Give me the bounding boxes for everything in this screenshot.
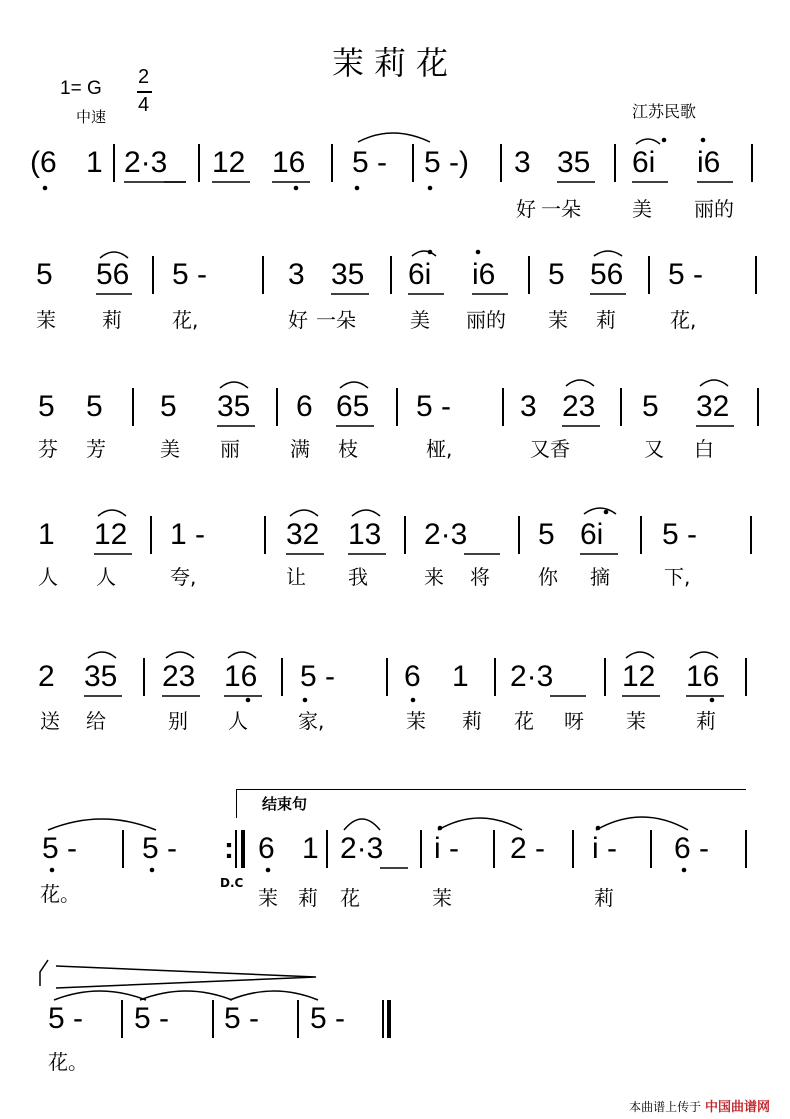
slur [100,252,128,258]
lyric: 花 [514,709,534,733]
lyric: 你 [538,565,558,589]
lyric: 茉 [626,709,646,733]
note: 1 [452,660,469,693]
lyric: 又 [644,437,664,461]
lyric: 一朵 [316,308,356,332]
score-title: 茉莉花 [331,44,458,82]
note: 2·3 [124,146,168,179]
lyric: 茉 [36,308,56,332]
lyric: 下, [664,565,691,589]
lyric: 好 [516,197,536,221]
lyric: 芳 [86,437,106,461]
note: 5 - [352,146,388,179]
note: 5 [642,390,659,423]
note: 2·3 [340,832,384,865]
note: 5 -) [424,146,469,179]
note: 5 - [662,518,698,551]
note: 32 [696,390,730,423]
lyric: 茉 [258,886,278,910]
note: 6 [296,390,313,423]
lyric: 人 [228,709,248,733]
note: 3 [288,258,305,291]
time-signature-top: 2 [138,66,150,88]
note: 1 [86,146,103,179]
lyric: 夸, [170,565,197,589]
note: i - [434,832,459,865]
slur [594,251,622,256]
lyric: 莉 [596,308,616,332]
slur [228,652,256,658]
note: 5 - [668,258,704,291]
note: 65 [336,390,370,423]
lyric: 白 [694,437,714,461]
note: 5 - [48,1002,84,1035]
note: 5 [160,390,177,423]
note: 5 - [134,1002,170,1035]
note: 16 [272,146,306,179]
lyric: 美 [410,308,430,332]
note: 12 [622,660,656,693]
lyric: 人 [96,565,116,589]
upload-credit [629,1096,770,1115]
note: 1 [38,518,55,551]
lyric: 茉 [432,886,452,910]
lyric: 芬 [38,437,58,461]
da-capo-mark: D.C [220,876,244,890]
lyric: 莉 [102,308,122,332]
note: 12 [94,518,128,551]
lyric: 好 [288,308,308,332]
lyric: 家, [298,709,325,733]
slur [88,652,116,658]
beam-underlines [84,182,734,868]
time-signature-bottom: 4 [138,94,150,116]
lyric: 我 [348,565,368,589]
slur [596,817,688,830]
slur [636,139,660,144]
lyric: 又香 [530,437,570,461]
key-signature: 1= G [60,78,102,99]
decrescendo-tail [40,960,48,986]
note: 5 [36,258,53,291]
slur [344,819,380,830]
lyric: 莉 [696,709,716,733]
lyric: 莉 [298,886,318,910]
tie [358,133,430,142]
note: 6i [632,146,656,179]
lyric: 一朵 [541,197,581,221]
note: 6i [408,258,432,291]
lyric: 美 [160,437,180,461]
lyric: 让 [286,565,306,589]
note: 16 [224,660,258,693]
decrescendo-mark [56,966,316,988]
slur [220,382,248,388]
slur [566,380,594,386]
slur [290,510,318,516]
note: (6 [30,146,57,179]
note: 5 - [300,660,336,693]
lyric: 给 [86,709,106,733]
lyric: 来 [424,565,444,589]
lyric: 丽的 [466,308,506,332]
note: 3 [520,390,537,423]
note: 56 [590,258,624,291]
note: i - [592,832,617,865]
lyric: 花 [340,886,360,910]
tie [54,991,146,1000]
lyric: 摘 [590,565,610,589]
slur [690,652,718,658]
note: 32 [286,518,320,551]
note: 6 - [674,832,710,865]
lyric: 花。 [40,882,80,906]
note: 23 [562,390,596,423]
note: 2 - [510,832,546,865]
tie [48,819,156,830]
note: 5 - [310,1002,346,1035]
slur [584,508,616,514]
lyric: 桠, [426,437,453,461]
lyric: 莉 [462,709,482,733]
slur [352,510,380,516]
composer-credit: 江苏民歌 [632,102,697,121]
slur [166,652,194,658]
slur [98,510,126,516]
coda-label: 结束句 [262,795,308,813]
note: 16 [686,660,720,693]
note: 5 - [416,390,452,423]
lyric: 花, [670,308,697,332]
lyric: 将 [470,565,490,589]
slur [626,652,654,658]
note: 6i [580,518,604,551]
note: 2 [38,660,55,693]
lyric: 茉 [406,709,426,733]
note: 5 - [172,258,208,291]
octave-dots [43,138,715,873]
tempo-marking: 中速 [76,108,107,126]
lyric: 丽的 [694,197,734,221]
lyric: 丽 [220,437,240,461]
note: 6 [258,832,275,865]
tie [140,991,232,1000]
lyric: 美 [632,197,652,221]
note: 35 [217,390,251,423]
note: 5 - [42,832,78,865]
note: 35 [84,660,118,693]
slur [412,251,436,256]
lyric: 花, [172,308,199,332]
tie [230,991,318,1000]
lyric: 人 [38,565,58,589]
note: i6 [472,258,496,291]
slur [340,382,368,388]
lyric: 花。 [48,1050,88,1074]
lyric: 茉 [548,308,568,332]
lyric: 送 [40,709,60,733]
note: 35 [557,146,591,179]
note: 23 [162,660,196,693]
note: 3 [514,146,531,179]
note: 1 [302,832,319,865]
note: 5 [548,258,565,291]
note: i6 [697,146,721,179]
slur [700,380,728,386]
note: 5 [538,518,555,551]
lyric: 枝 [338,437,358,461]
lyric: 莉 [594,886,614,910]
note: 5 [86,390,103,423]
note: 5 - [142,832,178,865]
lyric: 满 [290,437,310,461]
upload-credit-text: 本曲谱上传于 [629,1100,702,1114]
note: 13 [348,518,382,551]
note: 6 [404,660,421,693]
lyric: 别 [168,709,188,733]
note: 1 - [170,518,206,551]
note: 35 [331,258,365,291]
repeat-sign: : [224,832,234,865]
lyric: 呀 [564,709,584,733]
note: 2·3 [510,660,554,693]
note: 2·3 [424,518,468,551]
note: 5 - [224,1002,260,1035]
slur [438,818,522,830]
note: 5 [38,390,55,423]
note: 12 [212,146,246,179]
note: 56 [96,258,130,291]
site-brand[interactable]: 中国曲谱网 [704,1100,770,1115]
